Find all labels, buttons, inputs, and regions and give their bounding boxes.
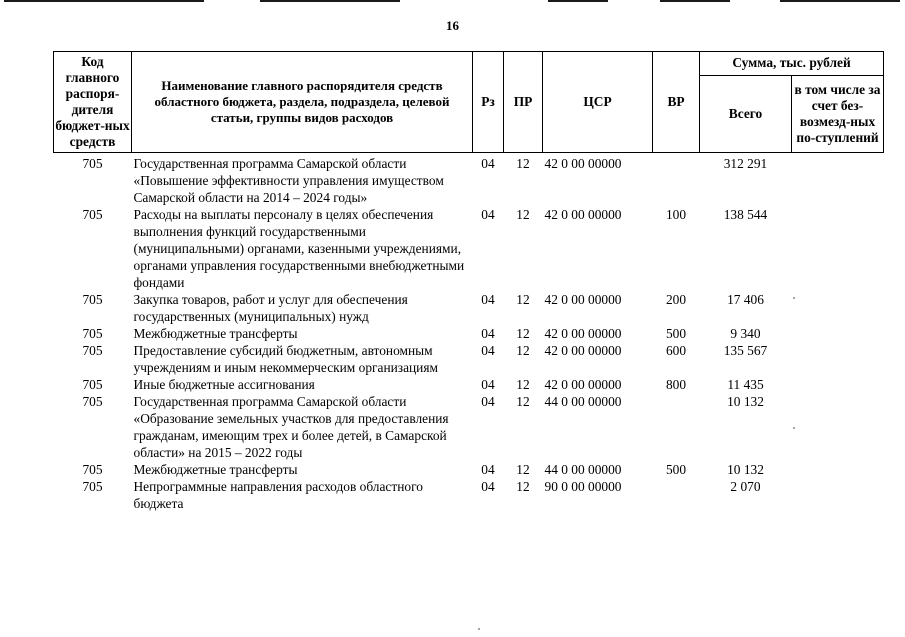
row-code: 705 bbox=[82, 462, 103, 477]
row-name: Закупка товаров, работ и услуг для обеспечения государственных (муниципальных) нужд bbox=[133, 292, 408, 324]
row-csr: 42 0 00 00000 bbox=[544, 156, 622, 171]
table-row bbox=[54, 325, 884, 342]
row-rz: 04 bbox=[481, 377, 495, 392]
row-total: 2 070 bbox=[730, 479, 761, 494]
header-code: Код главного распоря-дителя бюджет-ных средств bbox=[54, 52, 132, 153]
row-csr: 42 0 00 00000 bbox=[544, 377, 622, 392]
row-rz: 04 bbox=[481, 207, 495, 222]
table-row bbox=[54, 393, 884, 461]
row-total: 11 435 bbox=[727, 377, 764, 392]
header-total: Всего bbox=[700, 75, 792, 152]
row-pr: 12 bbox=[516, 377, 530, 392]
header-pr: ПР bbox=[504, 52, 543, 153]
table-row bbox=[54, 155, 884, 206]
row-code: 705 bbox=[82, 479, 103, 494]
row-vr: 500 bbox=[665, 326, 687, 341]
row-pr: 12 bbox=[516, 343, 530, 358]
row-csr: 42 0 00 00000 bbox=[544, 207, 622, 222]
row-total: 17 406 bbox=[727, 292, 764, 307]
row-csr: 90 0 00 00000 bbox=[544, 479, 622, 494]
row-total: 135 567 bbox=[723, 343, 768, 358]
table-row bbox=[54, 206, 884, 291]
row-grants bbox=[792, 325, 884, 342]
header-csr: ЦСР bbox=[543, 52, 653, 153]
row-csr: 42 0 00 00000 bbox=[544, 343, 622, 358]
scan-speck bbox=[478, 628, 480, 630]
table-row bbox=[54, 291, 884, 325]
row-pr: 12 bbox=[516, 292, 530, 307]
scan-speck bbox=[793, 297, 795, 299]
row-pr: 12 bbox=[516, 207, 530, 222]
row-name: Расходы на выплаты персоналу в целях обеспечения выполнения функций государственными (муниципальными) органами, казенными учреждениями, органами управления государственными внебюджетными фондами bbox=[133, 207, 465, 290]
row-grants bbox=[792, 478, 884, 512]
row-code: 705 bbox=[82, 156, 103, 171]
row-pr: 12 bbox=[516, 326, 530, 341]
row-name: Межбюджетные трансферты bbox=[133, 326, 298, 341]
row-grants bbox=[792, 291, 884, 325]
row-grants bbox=[792, 461, 884, 478]
row-name: Иные бюджетные ассигнования bbox=[133, 377, 315, 392]
row-rz: 04 bbox=[481, 479, 495, 494]
row-grants bbox=[792, 206, 884, 291]
scan-edge-line bbox=[660, 0, 730, 2]
row-csr: 44 0 00 00000 bbox=[544, 462, 622, 477]
row-vr: 600 bbox=[665, 343, 687, 358]
row-vr: 100 bbox=[665, 207, 687, 222]
row-pr: 12 bbox=[516, 462, 530, 477]
header-name: Наименование главного распорядителя средств областного бюджета, раздела, подраздела, целевой статьи, группы видов расходов bbox=[132, 52, 473, 153]
row-pr: 12 bbox=[516, 394, 530, 409]
row-rz: 04 bbox=[481, 292, 495, 307]
row-csr: 44 0 00 00000 bbox=[544, 394, 622, 409]
header-sum: Сумма, тыс. рублей bbox=[700, 52, 884, 76]
row-code: 705 bbox=[82, 207, 103, 222]
page-number: 16 bbox=[446, 18, 459, 33]
row-name: Предоставление субсидий бюджетным, автономным учреждениям и иным некоммерческим организациям bbox=[133, 343, 438, 375]
row-code: 705 bbox=[82, 292, 103, 307]
row-grants bbox=[792, 376, 884, 393]
row-grants bbox=[792, 393, 884, 461]
scan-edge-line bbox=[780, 0, 900, 2]
row-vr: 200 bbox=[665, 292, 687, 307]
row-total: 9 340 bbox=[730, 326, 761, 341]
row-name: Государственная программа Самарской области «Образование земельных участков для предоставления гражданам, имеющим трех и более детей, в Самарской области» на 2015 – 2022 годы bbox=[133, 394, 449, 460]
scan-edge-line bbox=[548, 0, 608, 2]
table-row bbox=[54, 342, 884, 376]
row-total: 10 132 bbox=[727, 394, 764, 409]
row-rz: 04 bbox=[481, 326, 495, 341]
header-vr: ВР bbox=[653, 52, 700, 153]
row-csr: 42 0 00 00000 bbox=[544, 292, 622, 307]
table-row bbox=[54, 478, 884, 512]
row-vr: 800 bbox=[665, 377, 687, 392]
row-csr: 42 0 00 00000 bbox=[544, 326, 622, 341]
table-row bbox=[54, 376, 884, 393]
row-rz: 04 bbox=[481, 462, 495, 477]
row-name: Непрограммные направления расходов областного бюджета bbox=[133, 479, 423, 511]
table-header bbox=[54, 52, 884, 153]
table-row bbox=[54, 461, 884, 478]
row-pr: 12 bbox=[516, 479, 530, 494]
row-grants bbox=[792, 342, 884, 376]
row-total: 138 544 bbox=[723, 207, 768, 222]
row-name: Межбюджетные трансферты bbox=[133, 462, 298, 477]
row-code: 705 bbox=[82, 394, 103, 409]
row-code: 705 bbox=[82, 326, 103, 341]
scan-edge-line bbox=[260, 0, 400, 2]
row-vr: 500 bbox=[665, 462, 687, 477]
row-total: 312 291 bbox=[723, 156, 768, 171]
row-pr: 12 bbox=[516, 156, 530, 171]
scan-edge-line bbox=[4, 0, 204, 2]
table-body bbox=[54, 153, 884, 513]
row-grants bbox=[792, 155, 884, 206]
budget-table bbox=[53, 51, 884, 512]
row-code: 705 bbox=[82, 343, 103, 358]
scan-speck bbox=[793, 427, 795, 429]
row-rz: 04 bbox=[481, 394, 495, 409]
row-rz: 04 bbox=[481, 156, 495, 171]
row-name: Государственная программа Самарской области «Повышение эффективности управления имуществом Самарской области на 2014 – 2024 годы» bbox=[133, 156, 444, 205]
row-vr bbox=[653, 478, 700, 512]
row-rz: 04 bbox=[481, 343, 495, 358]
row-code: 705 bbox=[82, 377, 103, 392]
header-rz: Рз bbox=[473, 52, 504, 153]
row-vr bbox=[653, 393, 700, 461]
row-total: 10 132 bbox=[727, 462, 764, 477]
header-grants: в том числе за счет без-возмезд-ных по-ступлений bbox=[792, 75, 884, 152]
row-vr bbox=[653, 155, 700, 206]
